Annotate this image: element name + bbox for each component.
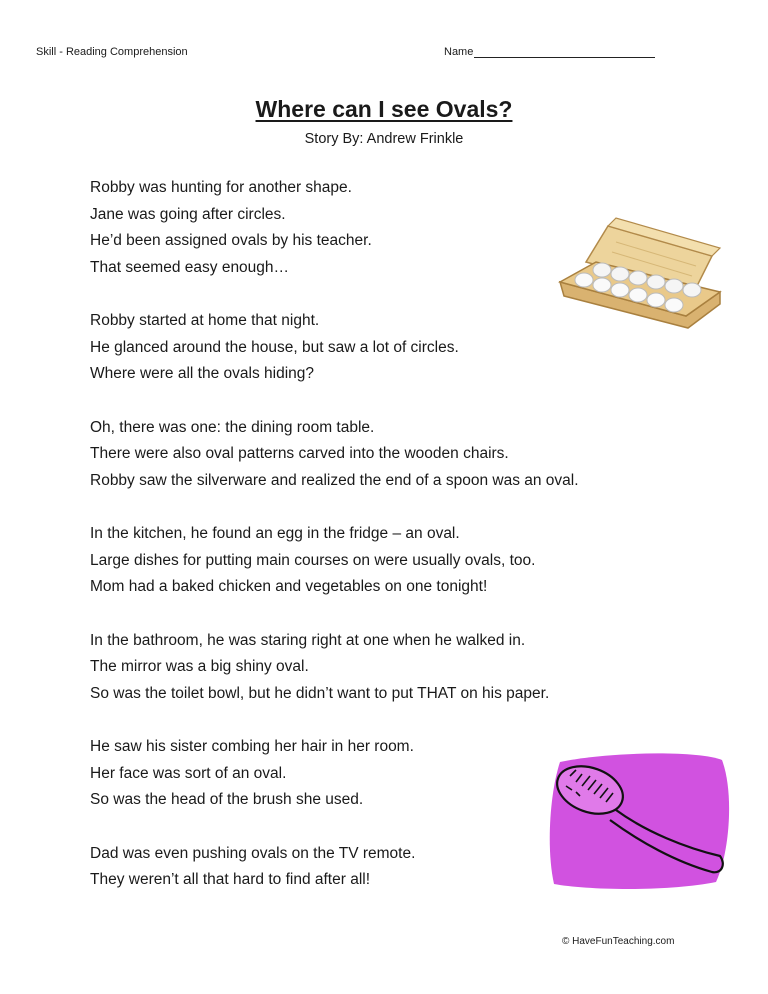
story-line: Robby started at home that night.: [90, 312, 320, 329]
story-line: Robby saw the silverware and realized the end of a spoon was an oval.: [90, 471, 579, 489]
story-line: He glanced around the house, but saw a lot of circles.: [90, 338, 459, 356]
story-line: Her face was sort of an oval.: [90, 764, 287, 782]
paragraph: [90, 415, 690, 495]
story-line: In the bathroom, he was staring right at one when he walked in.: [90, 631, 526, 649]
hairbrush-icon: [546, 752, 736, 892]
paragraph: [90, 521, 690, 601]
story-line: Dad was even pushing ovals on the TV remote.: [90, 844, 416, 862]
story-line: In the kitchen, he found an egg in the fridge – an oval.: [90, 525, 460, 542]
story-line: He saw his sister combing her hair in her room.: [90, 738, 414, 755]
story-line: There were also oval patterns carved into the wooden chairs.: [90, 445, 509, 462]
story-line: That seemed easy enough…: [90, 258, 290, 276]
story-title: Where can I see Ovals?: [255, 96, 513, 122]
name-blank-line: [474, 46, 655, 58]
name-field: [444, 46, 655, 58]
skill-label: Skill - Reading Comprehension: [36, 46, 188, 58]
name-label: Name: [444, 46, 474, 58]
story-line: Where were all the ovals hiding?: [90, 365, 315, 382]
story-line: So was the toilet bowl, but he didn’t want to put THAT on his paper.: [90, 684, 550, 702]
egg-carton-icon: [556, 212, 728, 330]
story-line: Jane was going after circles.: [90, 205, 286, 223]
story-byline: Story By: Andrew Frinkle: [304, 131, 464, 147]
copyright-footer: © HaveFunTeaching.com: [562, 936, 675, 947]
story-line: Robby was hunting for another shape.: [90, 179, 352, 196]
story-line: So was the head of the brush she used.: [90, 791, 364, 808]
story-line: They weren’t all that hard to find after all!: [90, 871, 371, 888]
story-line: Large dishes for putting main courses on were usually ovals, too.: [90, 551, 536, 569]
story-line: The mirror was a big shiny oval.: [90, 658, 309, 675]
story-line: Mom had a baked chicken and vegetables on one tonight!: [90, 578, 488, 595]
paragraph: [90, 628, 690, 708]
story-line: He’d been assigned ovals by his teacher.: [90, 232, 372, 249]
story-line: Oh, there was one: the dining room table.: [90, 418, 375, 436]
